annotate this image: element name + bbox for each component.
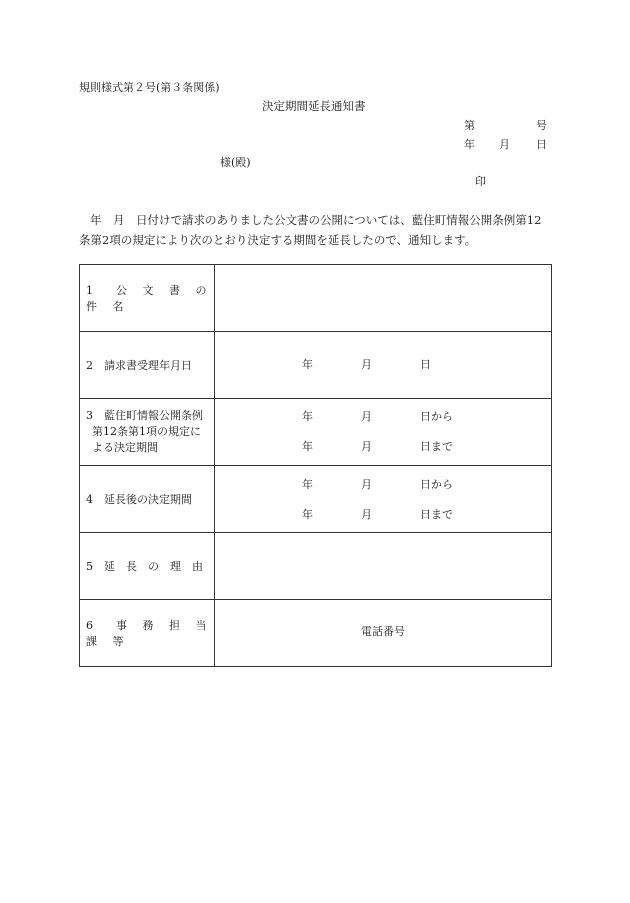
- document-name-cell[interactable]: [215, 265, 552, 332]
- row-label: 3 藍住町情報公開条例 第12条第1項の規定に よる決定期間: [80, 399, 215, 466]
- from-year: 年: [302, 478, 313, 491]
- from-month: 月: [361, 410, 372, 423]
- document-title: 決定期間延長通知書: [262, 99, 366, 113]
- details-table: [79, 264, 552, 667]
- responsible-section-cell[interactable]: [215, 600, 552, 667]
- to-day: 日まで: [420, 440, 453, 453]
- reference-number-suffix: 号: [536, 119, 547, 132]
- table-row: [80, 466, 552, 533]
- date-year: 年: [302, 358, 313, 371]
- table-row: [80, 533, 552, 600]
- from-day: 日から: [420, 478, 453, 491]
- row-label: 2 請求書受理年月日: [80, 332, 215, 399]
- extended-period-cell[interactable]: [215, 466, 552, 533]
- from-month: 月: [361, 478, 372, 491]
- reference-date-year: 年: [464, 138, 475, 151]
- phone-number-label: 電話番号: [361, 625, 405, 638]
- to-day: 日まで: [420, 508, 453, 521]
- body-line-2: 条第2項の規定により次のとおり決定する期間を延長したので、通知します。: [79, 233, 477, 247]
- reference-date-month: 月: [499, 138, 510, 151]
- row-label: 5 延 長 の 理 由: [80, 533, 215, 600]
- original-period-cell[interactable]: [215, 399, 552, 466]
- reference-date-day: 日: [536, 138, 547, 151]
- reference-number-prefix: 第: [464, 119, 475, 132]
- row-label: 6 事 務 担 当 課 等: [80, 600, 215, 667]
- form-number: 規則様式第２号(第３条関係): [79, 81, 220, 94]
- table-row: [80, 332, 552, 399]
- table-row: [80, 265, 552, 332]
- to-month: 月: [361, 508, 372, 521]
- table-row: [80, 600, 552, 667]
- table-row: [80, 399, 552, 466]
- extension-reason-cell[interactable]: [215, 533, 552, 600]
- date-day: 日: [420, 358, 431, 371]
- to-month: 月: [361, 440, 372, 453]
- body-line-1: 年 月 日付けで請求のありました公文書の公開については、藍住町情報公開条例第12: [90, 213, 542, 227]
- to-year: 年: [302, 508, 313, 521]
- receipt-date-cell[interactable]: [215, 332, 552, 399]
- row-label: 4 延長後の決定期間: [80, 466, 215, 533]
- to-year: 年: [302, 440, 313, 453]
- addressee-honorific: 様(殿): [220, 156, 251, 169]
- seal-mark: 印: [475, 175, 486, 188]
- from-year: 年: [302, 410, 313, 423]
- date-month: 月: [361, 358, 372, 371]
- from-day: 日から: [420, 410, 453, 423]
- body-paragraph: [79, 210, 559, 250]
- row-label: 1 公 文 書 の 件 名: [80, 265, 215, 332]
